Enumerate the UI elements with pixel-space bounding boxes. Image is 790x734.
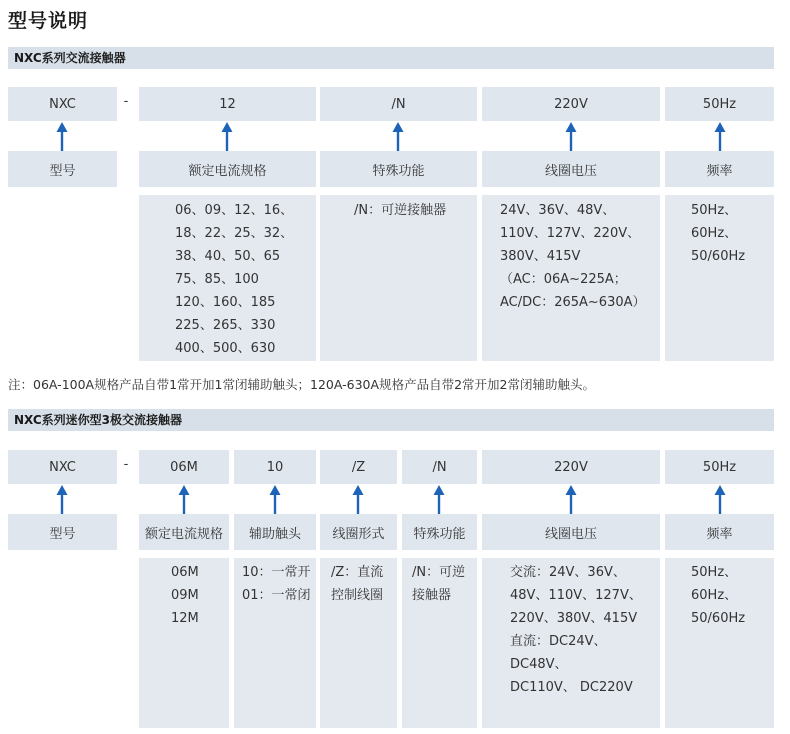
up-arrow-icon [392,121,404,151]
section1-header: NXC系列交流接触器 [8,47,774,69]
footnote: 注：06A-100A规格产品自带1常开加1常闭辅助触头；120A-630A规格产品自带2常开加2常闭辅助触头。 [8,377,595,392]
up-arrow-icon [56,484,68,514]
up-arrow-icon [352,484,364,514]
s2-dash: - [123,457,129,472]
s1-label-voltage: 线圈电压 [482,151,660,187]
s1-detail-voltage: 24V、36V、48V、 110V、127V、220V、 380V、415V （AC：06A~225A； AC/DC：265A~630A） [482,195,660,361]
section2-header: NXC系列迷你型3极交流接触器 [8,409,774,431]
s2-detail-function: /N：可逆 接触器 [402,558,477,728]
s2-model-coil-form: /Z [320,450,397,484]
s1-model-voltage: 220V [482,87,660,121]
up-arrow-icon [433,484,445,514]
s2-label-current: 额定电流规格 [139,514,229,550]
up-arrow-icon [714,121,726,151]
s2-model-frequency: 50Hz [665,450,774,484]
up-arrow-icon [178,484,190,514]
s2-model-aux: 10 [234,450,316,484]
page-title: 型号说明 [8,10,89,32]
s1-detail-function: /N：可逆接触器 [320,195,477,361]
s2-model-current: 06M [139,450,229,484]
s1-detail-frequency: 50Hz、 60Hz、 50/60Hz [665,195,774,361]
s2-detail-coil-form: /Z：直流 控制线圈 [320,558,397,728]
s1-dash: - [123,94,129,109]
s1-model-function: /N [320,87,477,121]
s2-detail-voltage: 交流：24V、36V、 48V、110V、127V、 220V、380V、415V 直流：DC24V、DC48V、 DC110V、 DC220V [482,558,660,728]
s2-model-function: /N [402,450,477,484]
s2-label-coil-form: 线圈形式 [320,514,397,550]
up-arrow-icon [565,484,577,514]
s2-detail-aux: 10：一常开 01：一常闭 [234,558,316,728]
s1-model-current: 12 [139,87,316,121]
s2-label-aux: 辅助触头 [234,514,316,550]
s1-model-frequency: 50Hz [665,87,774,121]
up-arrow-icon [714,484,726,514]
s2-model-voltage: 220V [482,450,660,484]
s1-model-prefix: NXC [8,87,117,121]
s2-label-voltage: 线圈电压 [482,514,660,550]
s1-label-model: 型号 [8,151,117,187]
up-arrow-icon [56,121,68,151]
s1-label-function: 特殊功能 [320,151,477,187]
s2-detail-frequency: 50Hz、 60Hz、 50/60Hz [665,558,774,728]
s1-label-current: 额定电流规格 [139,151,316,187]
s1-label-frequency: 频率 [665,151,774,187]
up-arrow-icon [221,121,233,151]
up-arrow-icon [269,484,281,514]
s2-detail-current: 06M 09M 12M [139,558,229,728]
s2-label-function: 特殊功能 [402,514,477,550]
s2-label-model: 型号 [8,514,117,550]
s1-detail-current: 06、09、12、16、 18、22、25、32、 38、40、50、65 75、85、100 120、160、185 225、265、330 400、500、630 [139,195,316,361]
up-arrow-icon [565,121,577,151]
s2-model-prefix: NXC [8,450,117,484]
s2-label-frequency: 频率 [665,514,774,550]
